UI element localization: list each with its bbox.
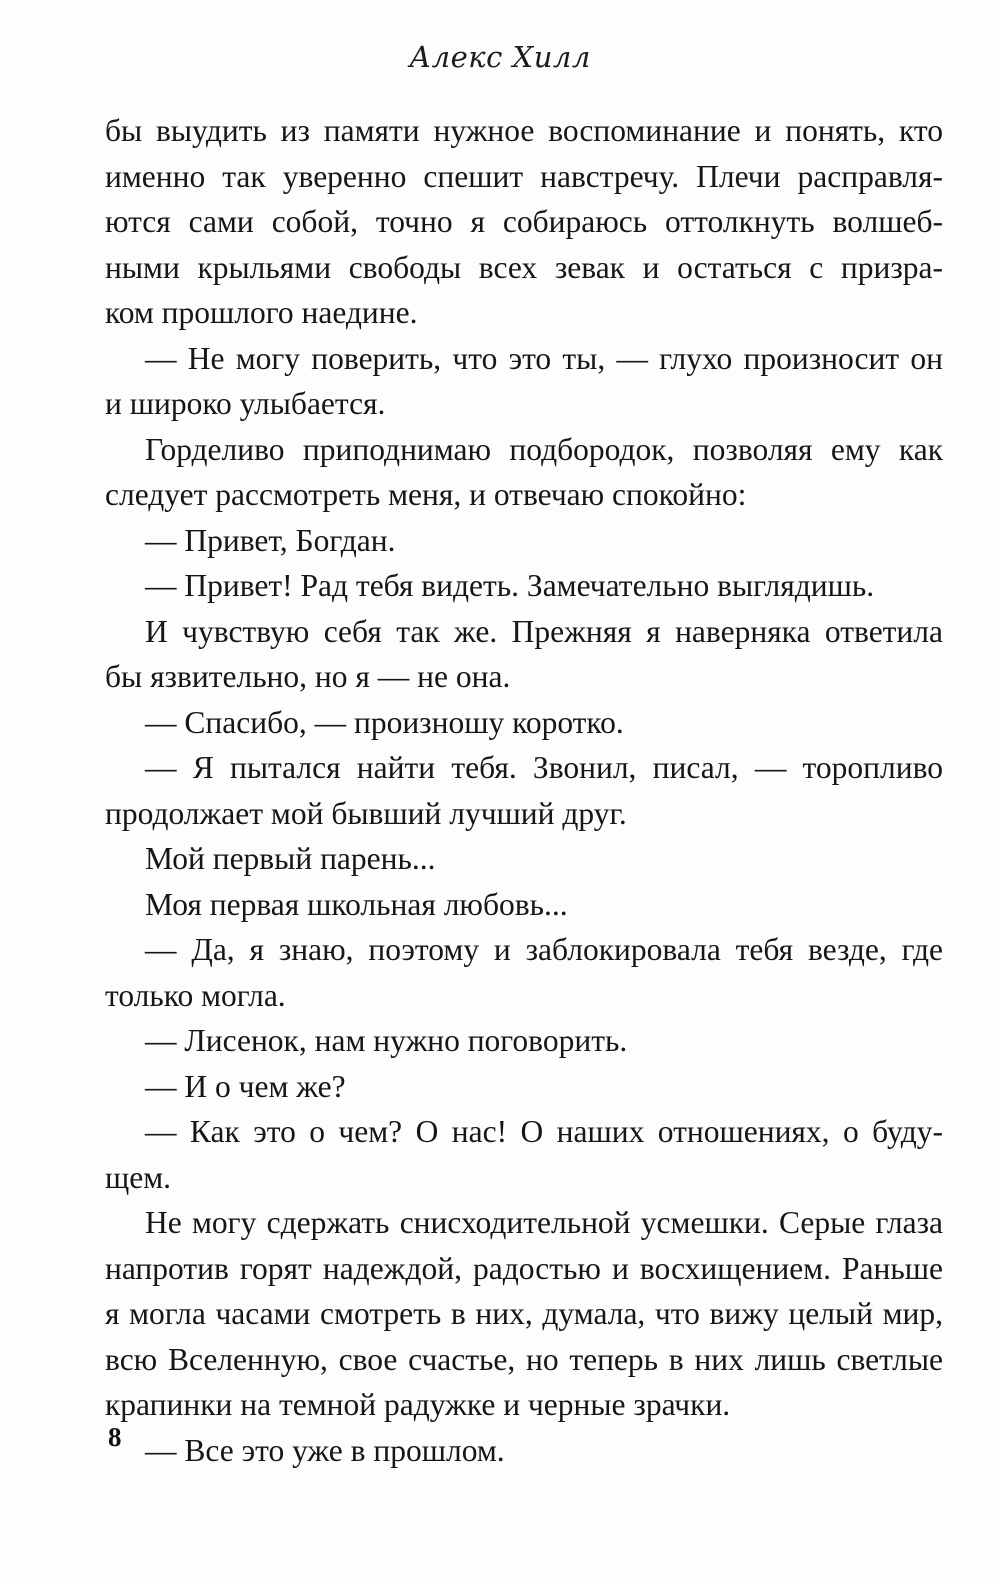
text-line: — Лисенок, нам нужно поговорить. (145, 1023, 628, 1058)
text-line: именно так уверенно спешит навстречу. Плечи расправля- (105, 158, 943, 194)
text-line: бы выудить из памяти нужное воспоминание и понять, кто (105, 113, 943, 148)
text-line: — Не могу поверить, что это ты, — глухо произносит он (145, 340, 943, 376)
text-line: Мой первый парень... (145, 841, 436, 876)
text-line: — Как это о чем? О нас! О наших отношениях, о буду- (145, 1114, 943, 1149)
text-line: Не могу сдержать снисходительной усмешки. Серые глаза (145, 1205, 943, 1240)
text-line: щем. (105, 1159, 172, 1195)
text-line: только могла. (105, 977, 286, 1013)
text-line: ными крыльями свободы всех зевак и остаться с призра- (105, 249, 943, 285)
text-line: — И о чем же? (145, 1068, 346, 1104)
text-line: напротив горят надеждой, радостью и восхищением. Раньше (105, 1250, 943, 1286)
text-line: И чувствую себя так же. Прежняя я наверняка ответила (145, 613, 943, 649)
text-line: — Спасибо, — произношу коротко. (145, 704, 624, 740)
text-line: я могла часами смотреть в них, думала, что вижу целый мир, (105, 1296, 943, 1331)
text-line: — Да, я знаю, поэтому и заблокировала тебя везде, где (145, 932, 943, 967)
text-line: бы язвительно, но я — не она. (105, 659, 511, 694)
text-line: — Я пытался найти тебя. Звонил, писал, — торопливо (145, 750, 943, 785)
text-line: Горделиво приподнимаю подбородок, позволяя ему как (145, 431, 943, 467)
text-line: Моя первая школьная любовь... (145, 886, 568, 922)
text-line: — Все это уже в прошлом. (145, 1432, 505, 1468)
text-line: ются сами собой, точно я собираюсь оттолкнуть волшеб- (105, 204, 943, 239)
text-line: — Привет, Богдан. (145, 522, 396, 558)
text-line: ком прошлого наедине. (105, 295, 418, 330)
text-line: следует рассмотреть меня, и отвечаю спокойно: (105, 477, 747, 512)
body-text (105, 108, 943, 1473)
text-line: всю Вселенную, свое счастье, но теперь в них лишь светлые (105, 1341, 943, 1377)
page-number: 8 (108, 1422, 122, 1452)
text-line: и широко улыбается. (105, 386, 386, 421)
text-line: продолжает мой бывший лучший друг. (105, 795, 627, 831)
text-line: крапинки на темной радужке и черные зрачки. (105, 1387, 731, 1422)
running-head: Алекс Хилл (409, 40, 591, 74)
text-line: — Привет! Рад тебя видеть. Замечательно выглядишь. (145, 568, 875, 603)
